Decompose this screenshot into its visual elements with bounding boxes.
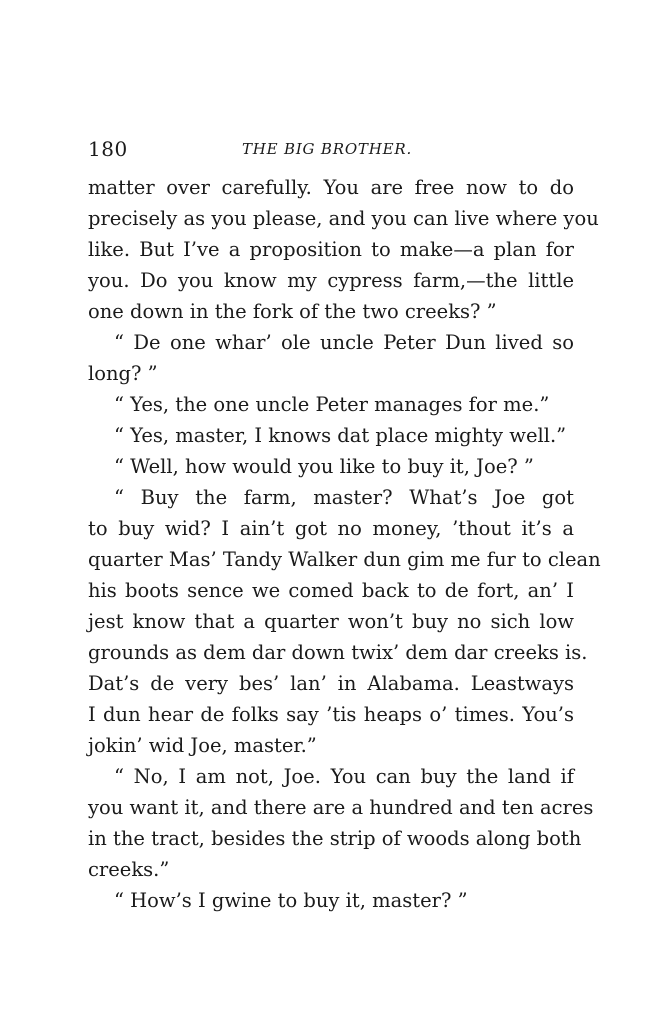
text-line: “ De one whar’ ole uncle Peter Dun lived so (114, 331, 574, 354)
text-line: grounds as dem dar down twix’ dem dar creeks is. (88, 641, 588, 664)
text-line: Dat’s de very bes’ lan’ in Alabama. Leastways (88, 672, 574, 695)
text-line: in the tract, besides the strip of woods along both (88, 827, 582, 850)
text-line: I dun hear de folks say ’tis heaps o’ times. You’s (88, 703, 574, 726)
text-line: precisely as you please, and you can live where you (88, 207, 599, 230)
text-line: his boots sence we comed back to de fort, an’ I (88, 579, 574, 602)
page-number: 180 (88, 137, 128, 161)
text-line: “ How’s I gwine to buy it, master? ” (114, 889, 468, 912)
text-line: “ Buy the farm, master? What’s Joe got (114, 486, 574, 509)
text-line: quarter Mas’ Tandy Walker dun gim me fur to clean (88, 548, 601, 571)
text-line: creeks.” (88, 858, 170, 881)
text-line: “ Well, how would you like to buy it, Joe? ” (114, 455, 534, 478)
text-line: one down in the fork of the two creeks? ” (88, 300, 497, 323)
text-line: “ Yes, the one uncle Peter manages for me.” (114, 393, 550, 416)
text-line: jest know that a quarter won’t buy no sich low (88, 610, 574, 633)
text-line: to buy wid? I ain’t got no money, ’thout it’s a (88, 517, 574, 540)
text-line: like. But I’ve a proposition to make—a plan for (88, 238, 574, 261)
text-line: you. Do you know my cypress farm,—the little (88, 269, 574, 292)
text-line: jokin’ wid Joe, master.” (88, 734, 317, 757)
running-head (88, 138, 572, 160)
text-line: “ Yes, master, I knows dat place mighty well.” (114, 424, 567, 447)
text-line: “ No, I am not, Joe. You can buy the land if (114, 765, 574, 788)
text-line: long? ” (88, 362, 158, 385)
text-line: matter over carefully. You are free now to do (88, 176, 574, 199)
body-text (88, 172, 601, 916)
running-title: THE BIG BROTHER. (242, 140, 413, 158)
text-line: you want it, and there are a hundred and ten acres (88, 796, 594, 819)
